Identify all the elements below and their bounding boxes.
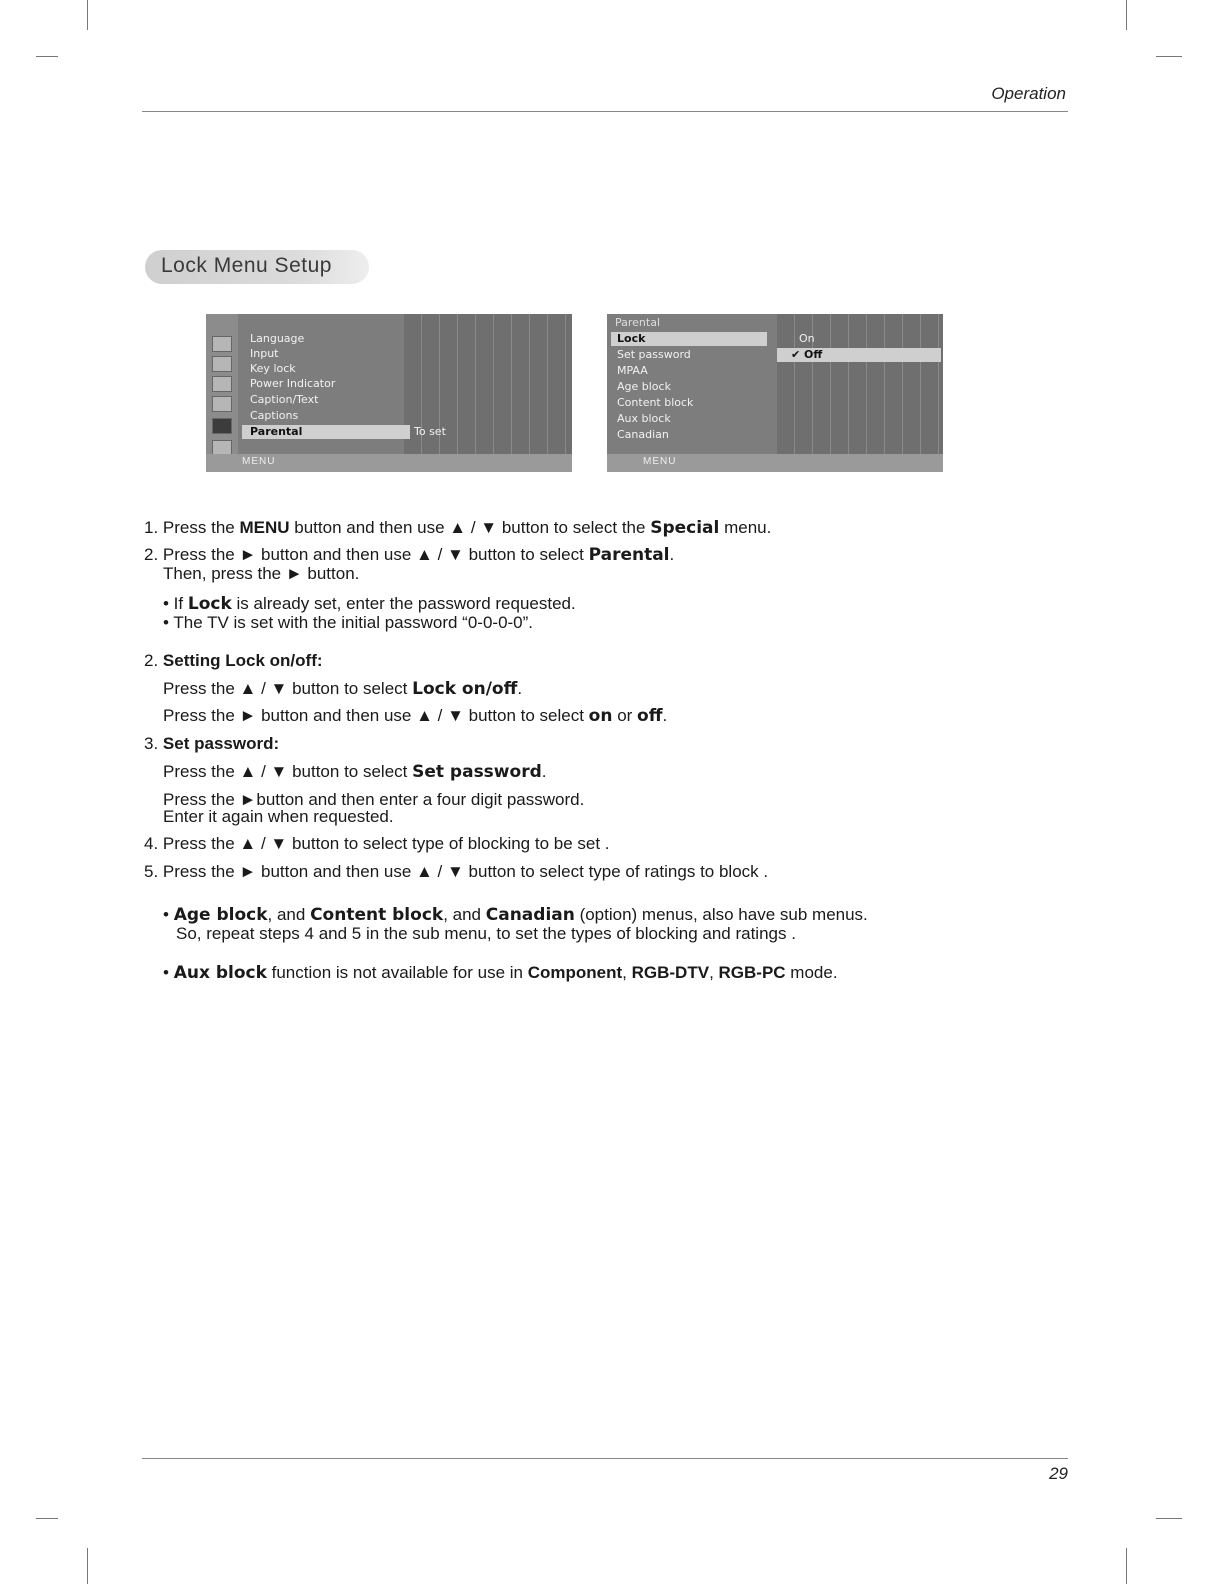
section-title: Lock Menu Setup xyxy=(145,250,369,284)
crop-mark xyxy=(1156,1518,1182,1519)
section-header: Operation xyxy=(991,84,1066,103)
step-set-password-line1: Press the ▲ / ▼ button to select Set password. xyxy=(163,762,547,782)
step-2-cont: Then, press the ► button. xyxy=(163,564,360,583)
step-2: 2. Press the ► button and then use ▲ / ▼ button to select Parental. xyxy=(144,545,675,565)
menu-item-content-block: Content block xyxy=(617,396,694,409)
sound-icon xyxy=(212,356,232,372)
step-4: 4. Press the ▲ / ▼ button to select type of blocking to be set . xyxy=(144,834,610,853)
menu-item-captions: Captions xyxy=(250,409,299,422)
step-setting-lock-heading: 2. Setting Lock on/off: xyxy=(144,651,323,670)
osd-screen-parental-menu xyxy=(607,314,943,472)
crop-mark xyxy=(1156,56,1182,57)
crop-mark xyxy=(1126,1548,1127,1584)
menu-heading-parental: Parental xyxy=(615,316,661,329)
menu-item-parental: Parental xyxy=(242,425,410,439)
menu-item-key-lock: Key lock xyxy=(250,362,296,375)
picture-icon xyxy=(212,336,232,352)
osd-footer: MENU xyxy=(607,454,943,472)
step-set-password-heading: 3. Set password: xyxy=(144,734,280,753)
note-sub-menus: • Age block, and Content block, and Canadian (option) menus, also have sub menus. xyxy=(163,905,868,925)
footer-rule xyxy=(142,1458,1068,1459)
special-icon xyxy=(212,418,232,434)
menu-item-input: Input xyxy=(250,347,279,360)
menu-item-caption-text: Caption/Text xyxy=(250,393,319,406)
page-number: 29 xyxy=(1049,1464,1068,1483)
step-set-password-line3: Enter it again when requested. xyxy=(163,807,394,826)
time-icon xyxy=(212,376,232,392)
crop-mark xyxy=(36,1518,58,1519)
setup-icon xyxy=(212,396,232,412)
menu-item-language: Language xyxy=(250,332,305,345)
menu-item-lock: Lock xyxy=(611,332,767,346)
menu-item-aux-block: Aux block xyxy=(617,412,671,425)
crop-mark xyxy=(1126,0,1127,30)
note-aux-block: • Aux block function is not available for use in Component, RGB-DTV, RGB-PC mode. xyxy=(163,963,838,983)
note-sub-menus-cont: So, repeat steps 4 and 5 in the sub menu, to set the types of blocking and ratings . xyxy=(176,924,796,943)
crop-mark xyxy=(87,0,88,30)
step-5: 5. Press the ► button and then use ▲ / ▼ button to select type of ratings to block . xyxy=(144,862,769,881)
menu-item-mpaa: MPAA xyxy=(617,364,648,377)
step-setting-lock-line2: Press the ► button and then use ▲ / ▼ button to select on or off. xyxy=(163,706,668,726)
header-rule xyxy=(142,111,1068,112)
option-off-selected: ✔ Off xyxy=(777,348,941,362)
step-setting-lock-line1: Press the ▲ / ▼ button to select Lock on/off. xyxy=(163,679,523,699)
menu-item-canadian: Canadian xyxy=(617,428,669,441)
menu-icons-column xyxy=(206,314,238,454)
step-set-password-line2: Press the ►button and then enter a four digit password. xyxy=(163,790,585,809)
note-lock-set: • If Lock is already set, enter the password requested. xyxy=(163,594,576,614)
menu-item-set-password: Set password xyxy=(617,348,691,361)
menu-item-power-indicator: Power Indicator xyxy=(250,377,336,390)
menu-hint-to-set: To set xyxy=(414,425,446,438)
option-on: On xyxy=(799,332,815,345)
note-initial-password: • The TV is set with the initial password “0-0-0-0”. xyxy=(163,613,534,632)
osd-footer: MENU xyxy=(206,454,572,472)
osd-screen-special-menu xyxy=(206,314,572,472)
step-1: 1. Press the MENU button and then use ▲ / ▼ button to select the Special menu. xyxy=(144,518,772,538)
menu-item-age-block: Age block xyxy=(617,380,671,393)
crop-mark xyxy=(36,56,58,57)
crop-mark xyxy=(87,1548,88,1584)
